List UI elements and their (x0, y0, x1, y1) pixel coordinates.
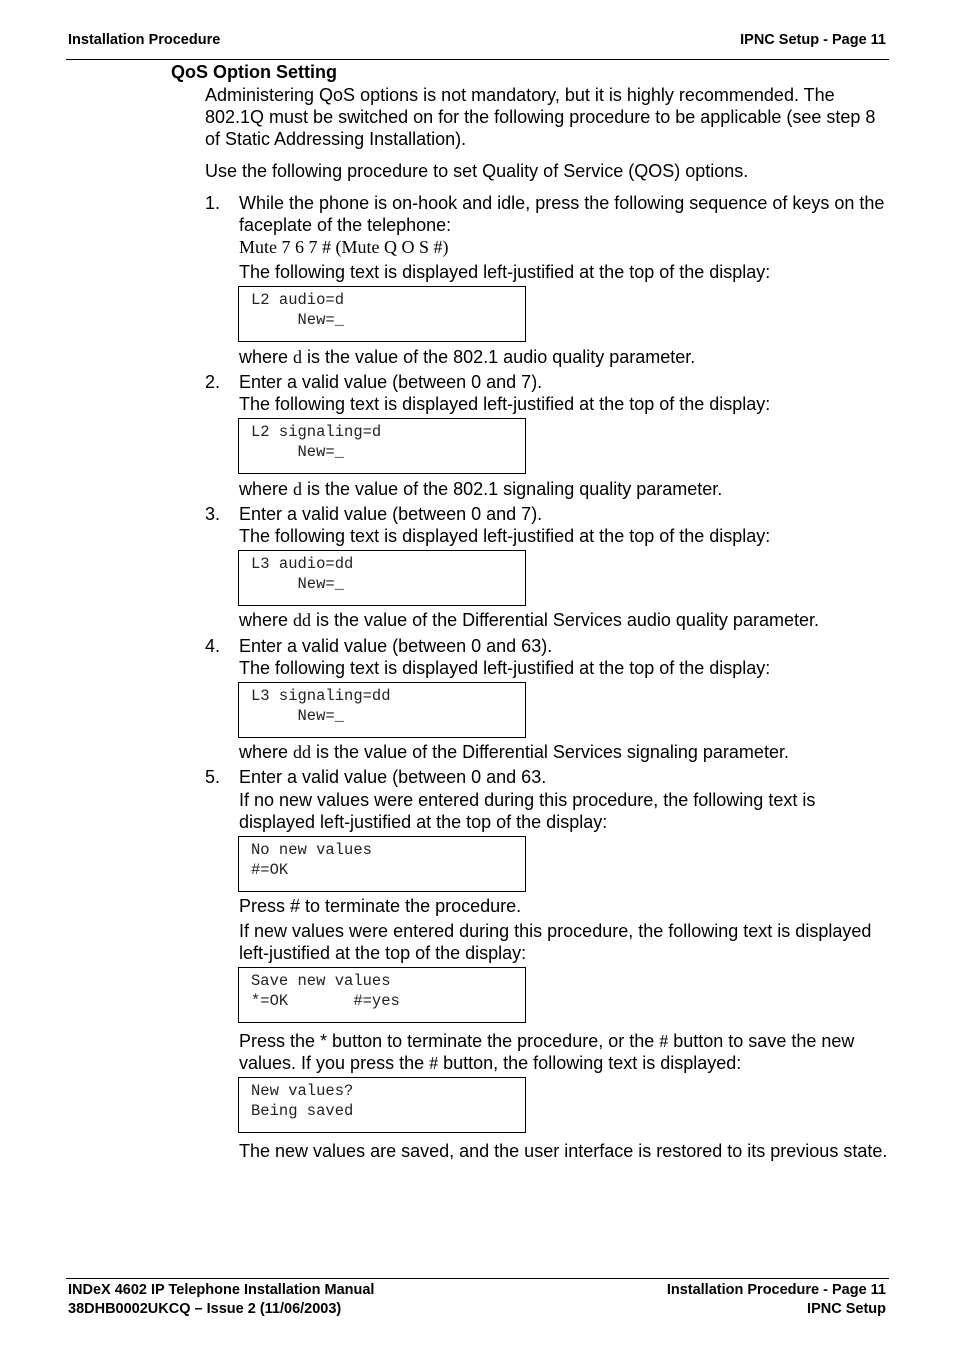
step-number: 2. (205, 372, 221, 392)
step-number: 1. (205, 193, 221, 213)
step-text: Enter a valid value (between 0 and 7). (239, 504, 543, 524)
press-star-note: Press the * button to terminate the procedure, or the # button to save the new values. If you press the # button, the following text is displayed: (239, 1031, 855, 1073)
footer-page-ref: Installation Procedure - Page 11 (666, 1282, 886, 1298)
footer-document-id: 38DHB0002UKCQ – Issue 2 (11/06/2003) (68, 1301, 342, 1317)
step-number: 5. (205, 767, 221, 787)
display-intro: The following text is displayed left-justified at the top of the display: (239, 262, 771, 282)
where-note: where dd is the value of the Differential Services audio quality parameter. (239, 610, 819, 630)
header-divider (66, 59, 889, 60)
where-note: where dd is the value of the Differential Services signaling parameter. (239, 742, 789, 762)
press-hash-note: Press # to terminate the procedure. (239, 896, 522, 916)
section-title: QoS Option Setting (171, 62, 337, 82)
closing-note: The new values are saved, and the user interface is restored to its previous state. (239, 1141, 888, 1161)
new-values-intro: If new values were entered during this procedure, the following text is displayed left-justified at the top of the display: (239, 921, 872, 963)
step-number: 4. (205, 636, 221, 656)
phone-display-box: Save new values *=OK #=yes (238, 967, 526, 1023)
phone-display-box: L3 audio=dd New=_ (238, 550, 526, 606)
phone-display-box: L2 audio=d New=_ (238, 286, 526, 342)
step-text: While the phone is on-hook and idle, press the following sequence of keys on the faceplate of the telephone: (239, 193, 885, 235)
intro-paragraph: Administering QoS options is not mandatory, but it is highly recommended. The 802.1Q must be switched on for the following procedure to be applicable (see step 8 of Static Addressing Installation). (205, 85, 876, 149)
step-text: Enter a valid value (between 0 and 63). (239, 636, 553, 656)
display-intro: The following text is displayed left-justified at the top of the display: (239, 658, 771, 678)
phone-display-box: L2 signaling=d New=_ (238, 418, 526, 474)
footer-divider (66, 1278, 889, 1279)
running-header-right: IPNC Setup - Page 11 (740, 32, 886, 48)
procedure-intro: Use the following procedure to set Quality of Service (QOS) options. (205, 161, 749, 181)
footer-manual-title: INDeX 4602 IP Telephone Installation Manual (68, 1282, 375, 1298)
phone-display-box: L3 signaling=dd New=_ (238, 682, 526, 738)
no-new-values-intro: If no new values were entered during this procedure, the following text is displayed left-justified at the top of the display: (239, 790, 816, 832)
footer-section-ref: IPNC Setup (807, 1301, 886, 1317)
phone-display-box: No new values #=OK (238, 836, 526, 892)
where-note: where d is the value of the 802.1 audio quality parameter. (239, 347, 696, 367)
running-header-left: Installation Procedure (68, 32, 221, 48)
phone-display-box: New values? Being saved (238, 1077, 526, 1133)
step-text: Enter a valid value (between 0 and 63. (239, 767, 547, 787)
where-note: where d is the value of the 802.1 signaling quality parameter. (239, 479, 723, 499)
display-intro: The following text is displayed left-justified at the top of the display: (239, 394, 771, 414)
step-number: 3. (205, 504, 221, 524)
display-intro: The following text is displayed left-justified at the top of the display: (239, 526, 771, 546)
step-text: Enter a valid value (between 0 and 7). (239, 372, 543, 392)
key-sequence: Mute 7 6 7 # (Mute Q O S #) (239, 237, 449, 257)
